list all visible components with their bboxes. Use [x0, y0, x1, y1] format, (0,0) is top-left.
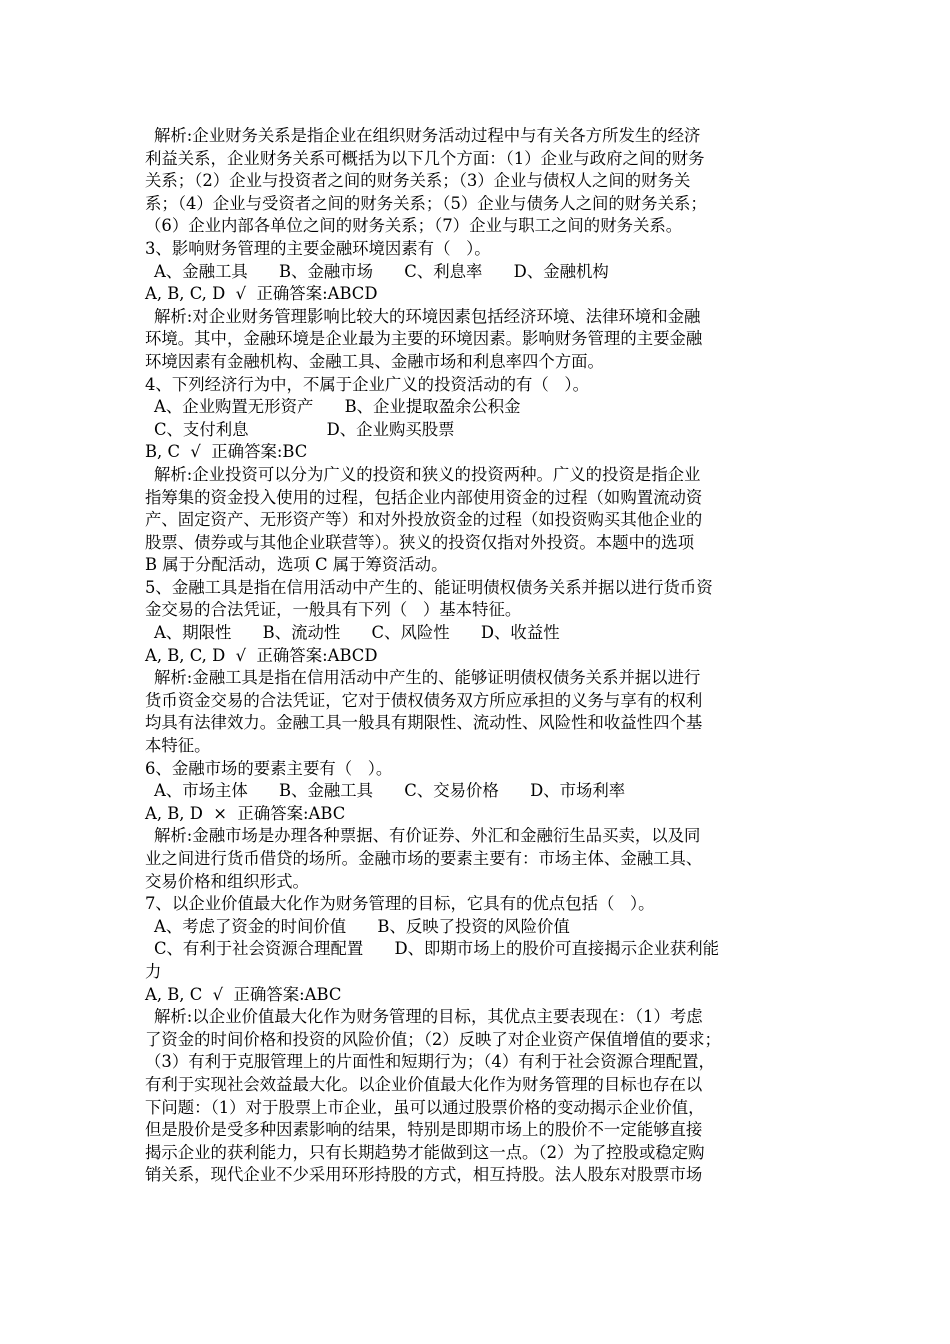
- text-line: 金交易的合法凭证，一般具有下列（ ）基本特征。: [145, 600, 522, 620]
- text-line: 解析:企业投资可以分为广义的投资和狭义的投资两种。广义的投资是指企业: [154, 464, 701, 484]
- text-line: 力: [145, 961, 162, 981]
- text-line: 货币资金交易的合法凭证，它对于债权债务双方所应承担的义务与享有的权利: [145, 690, 703, 710]
- text-line: 交易价格和组织形式。: [145, 871, 309, 891]
- text-line: A、期限性 B、流动性 C、风险性 D、收益性: [154, 623, 560, 643]
- text-line: C、有利于社会资源合理配置 D、即期市场上的股价可直接揭示企业获利能: [154, 939, 720, 959]
- document-page: [145, 125, 817, 1187]
- text-line: 5、金融工具是指在信用活动中产生的、能证明债权债务关系并据以进行货币资: [145, 577, 713, 597]
- text-line: 关系；（2）企业与投资者之间的财务关系；（3）企业与债权人之间的财务关: [145, 171, 691, 191]
- text-line: 4、下列经济行为中，不属于企业广义的投资活动的有（ ）。: [145, 374, 590, 394]
- text-line: （6）企业内部各单位之间的财务关系；（7）企业与职工之间的财务关系。: [145, 216, 683, 236]
- text-line: 6、金融市场的要素主要有（ ）。: [145, 758, 393, 778]
- text-line: 本特征。: [145, 736, 211, 756]
- text-line: A, B, C, D √ 正确答案:ABCD: [145, 645, 378, 665]
- text-line: C、支付利息 D、企业购买股票: [154, 419, 455, 439]
- text-line: A、市场主体 B、金融工具 C、交易价格 D、市场利率: [154, 781, 626, 801]
- text-line: 解析:金融工具是指在信用活动中产生的、能够证明债权债务关系并据以进行: [154, 668, 701, 688]
- text-line: 产、固定资产、无形资产等）和对外投放资金的过程（如投资购买其他企业的: [145, 510, 703, 530]
- text-line: 揭示企业的获利能力，只有长期趋势才能做到这一点。（2）为了控股或稳定购: [145, 1142, 705, 1162]
- text-line: 指筹集的资金投入使用的过程，包括企业内部使用资金的过程（如购置流动资: [145, 487, 703, 507]
- text-line: 环境。其中，金融环境是企业最为主要的环境因素。影响财务管理的主要金融: [145, 329, 703, 349]
- text-line: 有利于实现社会效益最大化。以企业价值最大化作为财务管理的目标也存在以: [145, 1074, 703, 1094]
- text-line: 股票、债券或与其他企业联营等）。狭义的投资仅指对外投资。本题中的选项: [145, 532, 695, 552]
- text-line: 环境因素有金融机构、金融工具、金融市场和利息率四个方面。: [145, 351, 604, 371]
- text-line: A、企业购置无形资产 B、企业提取盈余公积金: [154, 397, 521, 417]
- text-line: 均具有法律效力。金融工具一般具有期限性、流动性、风险性和收益性四个基: [145, 713, 703, 733]
- text-line: 业之间进行货币借贷的场所。金融市场的要素主要有：市场主体、金融工具、: [145, 849, 703, 868]
- text-line: （3）有利于克服管理上的片面性和短期行为；（4）有利于社会资源合理配置，: [145, 1052, 715, 1072]
- text-line: 利益关系，企业财务关系可概括为以下几个方面：（1）企业与政府之间的财务: [145, 148, 705, 168]
- text-line: A、金融工具 B、金融市场 C、利息率 D、金融机构: [154, 261, 609, 281]
- text-line: 解析:企业财务关系是指企业在组织财务活动过程中与有关各方所发生的经济: [154, 126, 701, 145]
- text-line: B, C √ 正确答案:BC: [145, 442, 308, 462]
- text-line: A、考虑了资金的时间价值 B、反映了投资的风险价值: [154, 916, 570, 936]
- text-line: 解析:金融市场是办理各种票据、有价证券、外汇和金融衍生品买卖，以及同: [154, 826, 701, 846]
- text-line: 7、以企业价值最大化作为财务管理的目标，它具有的优点包括（ ）。: [145, 894, 655, 914]
- text-line: A, B, C √ 正确答案:ABC: [145, 984, 342, 1004]
- text-line: A, B, D × 正确答案:ABC: [145, 803, 346, 823]
- text-line: 下问题：（1）对于股票上市企业，虽可以通过股票价格的变动揭示企业价值，: [145, 1097, 705, 1117]
- text-line: B 属于分配活动，选项 C 属于筹资活动。: [145, 555, 448, 575]
- text-line: 系；（4）企业与受资者之间的财务关系；（5）企业与债务人之间的财务关系；: [145, 193, 707, 213]
- text-line: 3、影响财务管理的主要金融环境因素有（ ）。: [145, 238, 491, 258]
- text-line: A, B, C, D √ 正确答案:ABCD: [145, 284, 378, 304]
- text-line: 但是股价是受多种因素影响的结果，特别是即期市场上的股价不一定能够直接: [145, 1120, 703, 1140]
- text-line: 销关系，现代企业不少采用环形持股的方式，相互持股。法人股东对股票市场: [145, 1165, 703, 1185]
- text-line: 了资金的时间价格和投资的风险价值；（2）反映了对企业资产保值增值的要求；: [145, 1029, 721, 1049]
- text-line: 解析:以企业价值最大化作为财务管理的目标，其优点主要表现在：（1）考虑: [154, 1007, 703, 1027]
- text-line: 解析:对企业财务管理影响比较大的环境因素包括经济环境、法律环境和金融: [154, 306, 701, 326]
